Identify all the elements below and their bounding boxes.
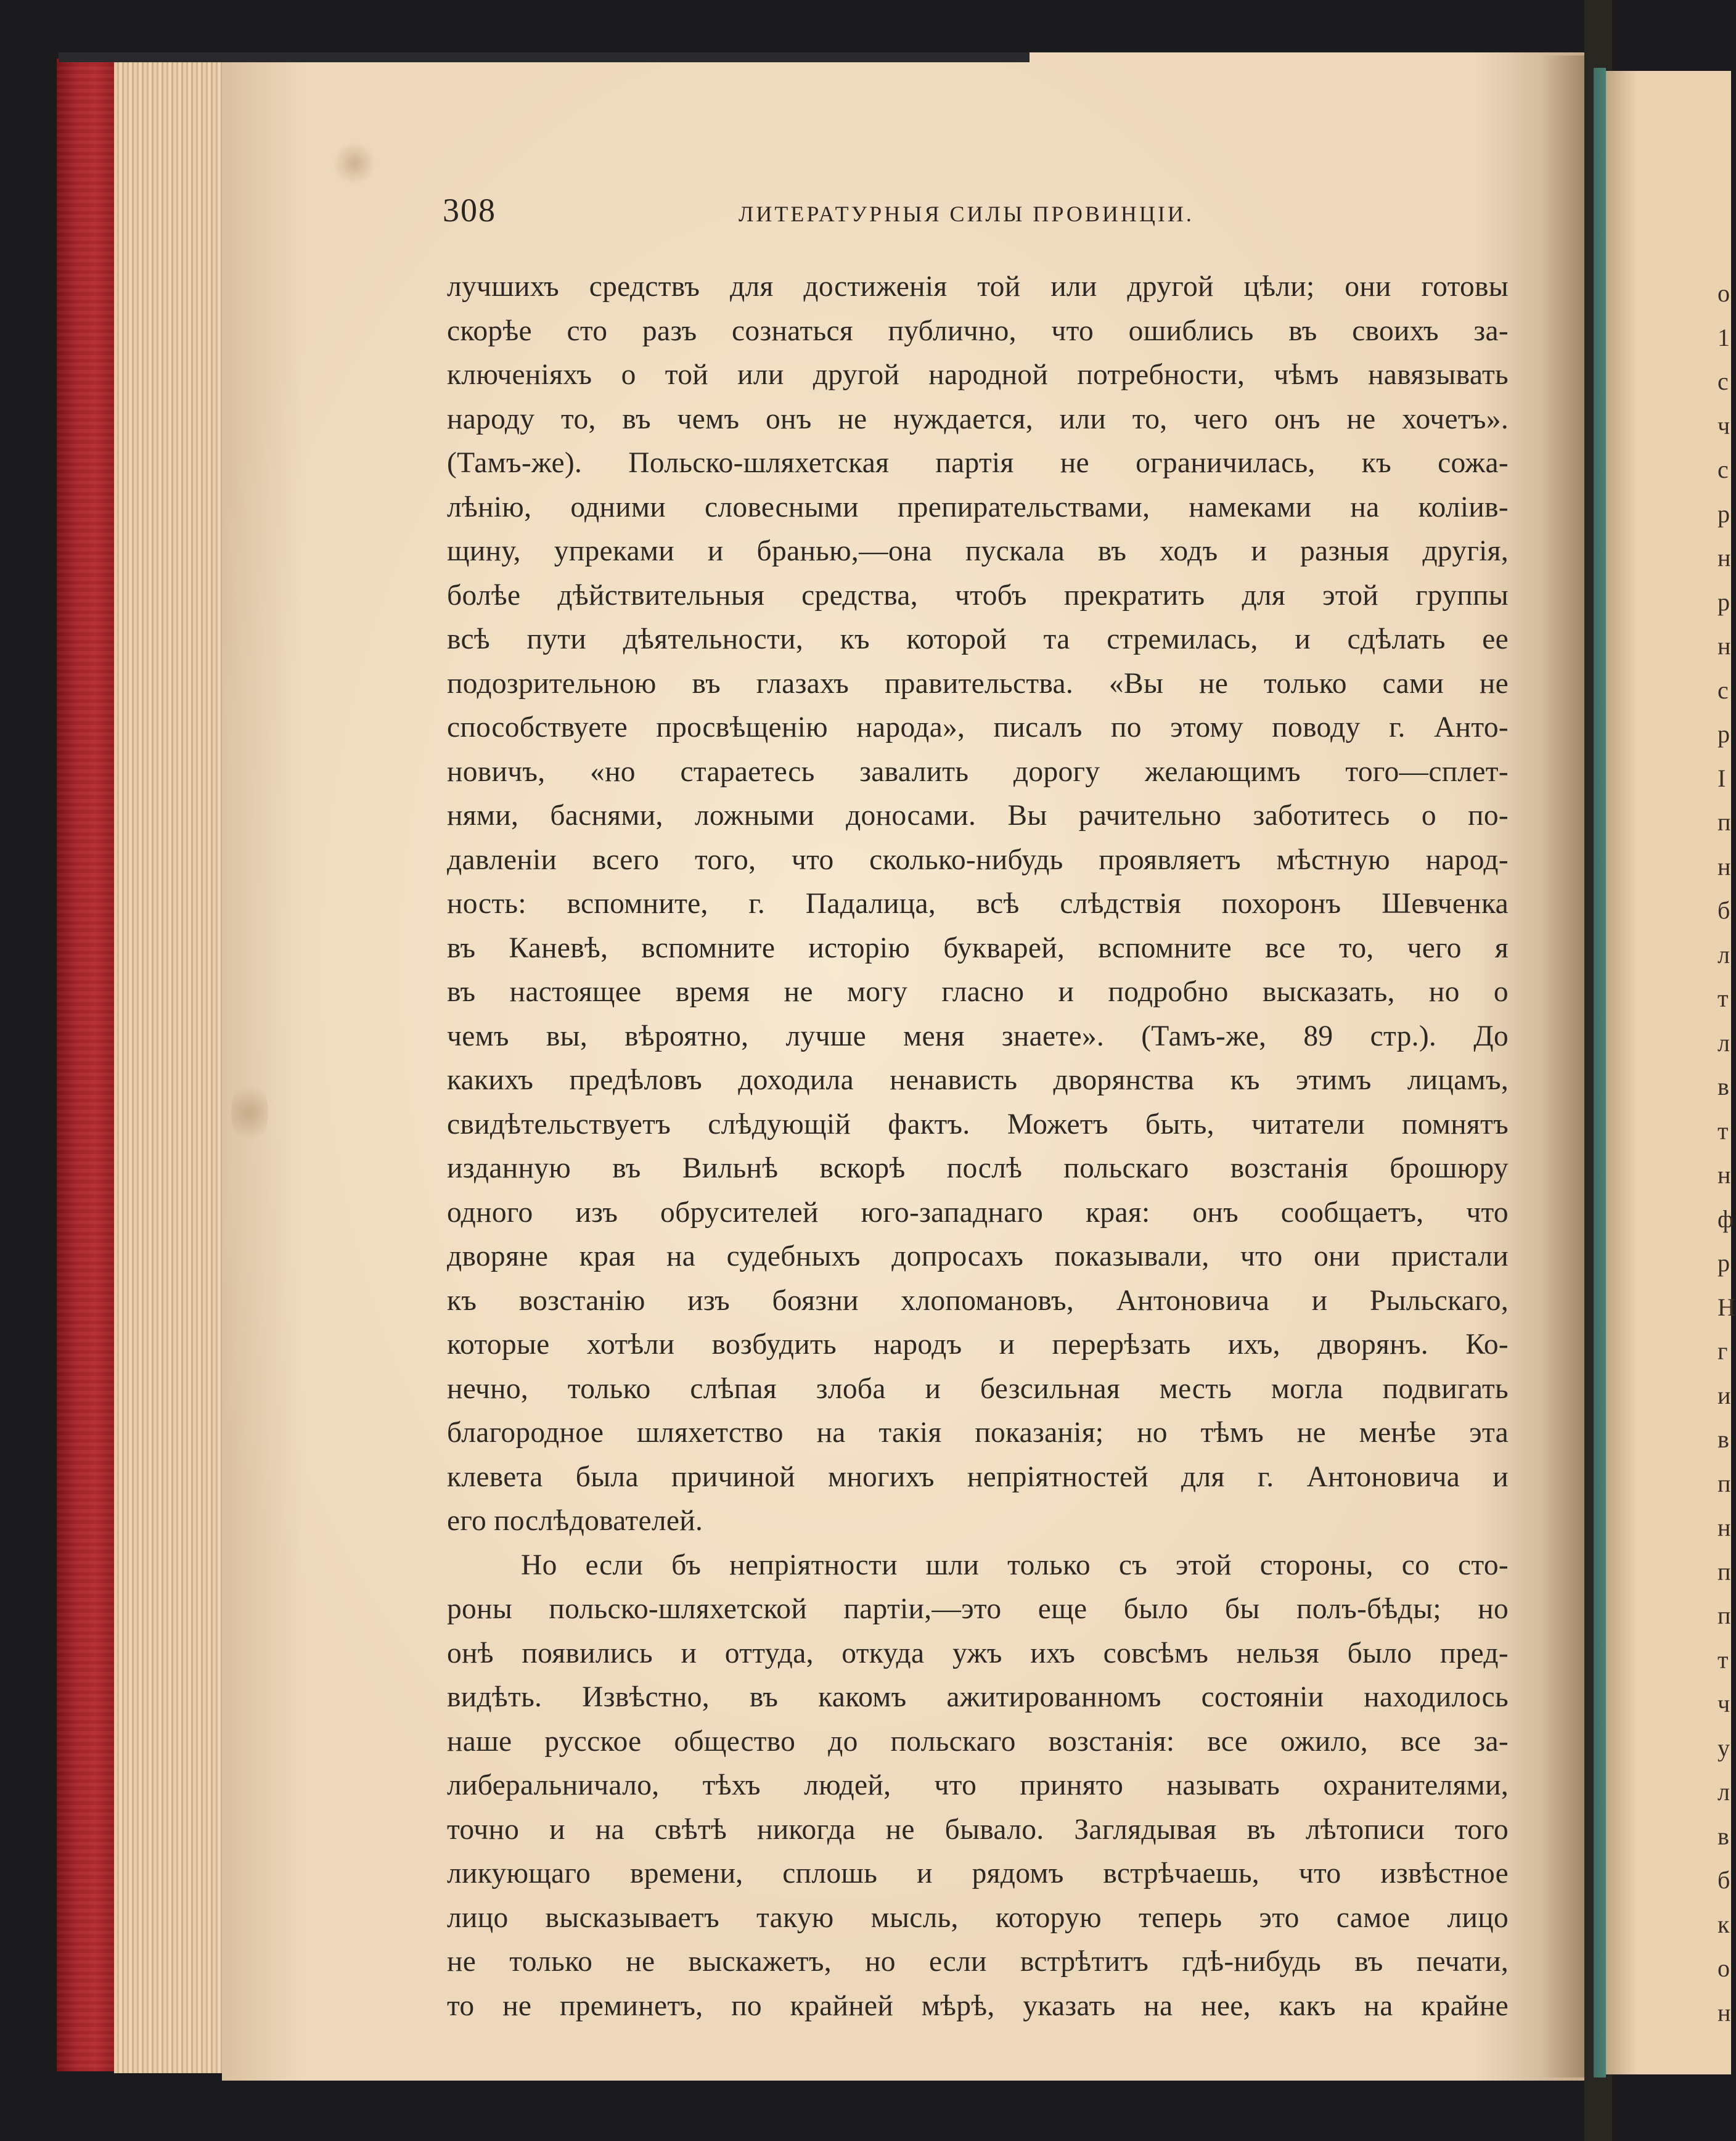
text-line: наше русское общество до польскаго возстанія: все ожило, все за-	[447, 1725, 1509, 1758]
text-line: свидѣтельствуетъ слѣдующій фактъ. Можетъ быть, читатели помнятъ	[447, 1108, 1509, 1140]
text-line: нями, баснями, ложными доносами. Вы рачительно заботитесь о по-	[447, 800, 1509, 832]
stacked-page-edges	[114, 54, 231, 2073]
text-line: то не преминетъ, по крайней мѣрѣ, указать на нее, какъ на крайне	[447, 1989, 1509, 2022]
page-number: 308	[443, 192, 496, 229]
foxing-stain	[333, 142, 376, 185]
text-line: подозрительною въ глазахъ правительства. «Вы не только сами не	[447, 667, 1509, 700]
text-line: давленіи всего того, что сколько-нибудь проявляетъ мѣстную народ-	[447, 843, 1509, 876]
text-line: ность: вспомните, г. Падалица, всѣ слѣдствія похоронъ Шевченка	[447, 888, 1509, 920]
text-line: лицо высказываетъ такую мысль, которую теперь это самое лицо	[447, 1901, 1509, 1934]
text-line: видѣть. Извѣстно, въ какомъ ажитированномъ состояніи находилось	[447, 1681, 1509, 1713]
running-head: ЛИТЕРАТУРНЫЯ СИЛЫ ПРОВИНЦІИ.	[739, 202, 1194, 226]
text-line: въ Каневѣ, вспомните исторію букварей, вспомните все то, чего я	[447, 931, 1509, 964]
text-line: лѣнію, одними словесными препирательствами, намеками на коліив-	[447, 491, 1509, 523]
text-line: либеральничало, тѣхъ людей, что принято называть охранителями,	[447, 1769, 1509, 1801]
text-line: Но если бъ непріятности шли только съ этой стороны, со сто-	[521, 1549, 1509, 1581]
text-line: точно и на свѣтѣ никогда не бывало. Заглядывая въ лѣтописи того	[447, 1813, 1509, 1846]
text-line: его послѣдователей.	[447, 1505, 703, 1537]
text-line: всѣ пути дѣятельности, къ которой та стремилась, и сдѣлать ее	[447, 623, 1509, 655]
text-line: скорѣе сто разъ сознаться публично, что ошиблись въ своихъ за-	[447, 314, 1509, 347]
right-book-page-edge	[1606, 71, 1731, 2074]
page-header	[443, 191, 1509, 240]
text-line: къ возстанію изъ боязни хлопомановъ, Антоновича и Рыльскаго,	[447, 1284, 1509, 1317]
text-line: которые хотѣли возбудить народъ и перерѣзать ихъ, дворянъ. Ко-	[447, 1328, 1509, 1361]
text-line: онѣ появились и оттуда, откуда ужъ ихъ совсѣмъ нельзя было пред-	[447, 1637, 1509, 1669]
text-line: благородное шляхетство на такія показанія; но тѣмъ не менѣе эта	[447, 1417, 1509, 1449]
text-line: дворяне края на судебныхъ допросахъ показывали, что они пристали	[447, 1240, 1509, 1272]
text-line: ключеніяхъ о той или другой народной потребности, чѣмъ навязывать	[447, 359, 1509, 391]
text-line: роны польско-шляхетской партіи,—это еще было бы полъ-бѣды; но	[447, 1593, 1509, 1625]
text-line: (Тамъ-же). Польско-шляхетская партія не ограничилась, къ сожа-	[447, 447, 1509, 479]
text-line: новичъ, «но стараетесь завалить дорогу желающимъ того—сплет-	[447, 755, 1509, 788]
text-line: лучшихъ средствъ для достиженія той или другой цѣли; они готовы	[447, 271, 1509, 303]
text-line: въ настоящее время не могу гласно и подробно высказать, но о	[447, 976, 1509, 1008]
green-endpaper-strip	[1594, 68, 1606, 2078]
text-line: болѣе дѣйствительныя средства, чтобъ прекратить для этой группы	[447, 579, 1509, 612]
right-page-text-fragment: о 1 с ч с р н р н с р I п н б л т л в т н ф р Н г и в п н п п т ч у л в б к о н	[1718, 279, 1735, 2026]
text-line: способствуете просвѣщенію народа», писалъ по этому поводу г. Анто-	[447, 711, 1509, 743]
body-text	[447, 265, 1509, 2028]
text-line: нечно, только слѣпая злоба и безсильная месть могла подвигать	[447, 1372, 1509, 1405]
text-line: ликующаго времени, сплошь и рядомъ встрѣчаешь, что извѣстное	[447, 1857, 1509, 1889]
text-line: одного изъ обрусителей юго-западнаго края: онъ сообщаетъ, что	[447, 1196, 1509, 1229]
text-line: народу то, въ чемъ онъ не нуждается, или то, чего онъ не хочетъ».	[447, 403, 1509, 435]
red-book-cover-edge	[57, 59, 121, 2071]
text-line: клевета была причиной многихъ непріятностей для г. Антоновича и	[447, 1460, 1509, 1493]
foxing-stain	[231, 1079, 268, 1147]
text-line: щину, упреками и бранью,—она пускала въ ходъ и разныя другія,	[447, 535, 1509, 567]
scan-top-border	[59, 52, 1030, 62]
text-line: чемъ вы, вѣроятно, лучше меня знаете». (Тамъ-же, 89 стр.). До	[447, 1020, 1509, 1052]
text-line: не только не выскажетъ, но если встрѣтитъ гдѣ-нибудь въ печати,	[447, 1946, 1509, 1978]
text-line: изданную въ Вильнѣ вскорѣ послѣ польскаго возстанія брошюру	[447, 1152, 1509, 1184]
text-line: какихъ предѣловъ доходила ненависть дворянства къ этимъ лицамъ,	[447, 1064, 1509, 1096]
gutter-shadow	[1541, 55, 1591, 2078]
